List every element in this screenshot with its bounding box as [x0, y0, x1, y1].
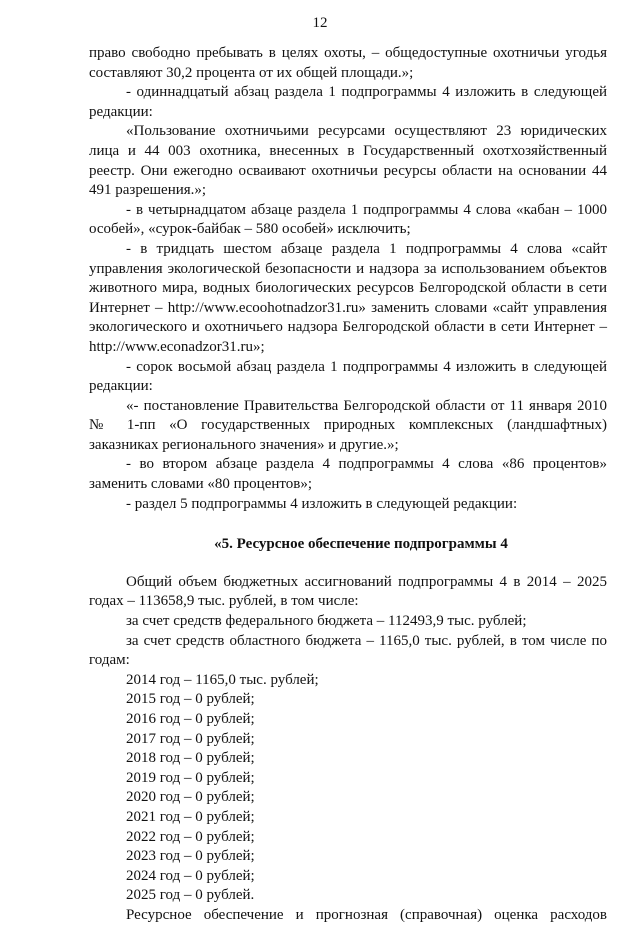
paragraph-eleventh-abzac: - одиннадцатый абзац раздела 1 подпрограммы 4 изложить в следующей редакции: — [89, 84, 607, 120]
list-item: 2024 год – 0 рублей; — [126, 867, 255, 884]
paragraph-thirty-sixth-abzac: - в тридцать шестом абзаце раздела 1 подпрограммы 4 слова «сайт управления экологической безопасности и надзора за использованием объектов животного мира, водных биологических ресурсов Белгородской области в сети Интернет – http://www.ecoohotnadzor31.ru» заменить словами «сайт управления экологического и охотничьего надзора Белгородской области в сети Интернет – http://www.econadzor31.ru»; — [89, 240, 607, 355]
list-item: 2021 год – 0 рублей; — [126, 808, 255, 825]
paragraph-section-five-intro: - раздел 5 подпрограммы 4 изложить в следующей редакции: — [126, 495, 518, 512]
list-item: 2014 год – 1165,0 тыс. рублей; — [126, 671, 319, 688]
list-item: 2015 год – 0 рублей; — [126, 691, 255, 708]
list-item: 2023 год – 0 рублей; — [126, 848, 255, 865]
paragraph-section-four-change: - во втором абзаце раздела 4 подпрограммы 4 слова «86 процентов» заменить словами «80 процентов»; — [89, 456, 607, 493]
paragraph-hunting-users: «Пользование охотничьими ресурсами осуществляют 23 юридических лица и 44 003 охотника, внесенных в Государственный охотхозяйственный реестр. Они ежегодно осваивают охотничьи ресурсы области на основании 44 491 разрешения.»; — [89, 123, 607, 199]
list-item: 2019 год – 0 рублей; — [126, 769, 255, 786]
paragraph-continuation: право свободно пребывать в целях охоты, – общедоступные охотничьи угодья составляют 30,2 процента от их общей площади.»; — [89, 45, 607, 81]
section-heading: «5. Ресурсное обеспечение подпрограммы 4 — [214, 536, 508, 553]
list-item: 2018 год – 0 рублей; — [126, 750, 255, 767]
list-item: 2016 год – 0 рублей; — [126, 711, 255, 727]
paragraph-budget-federal: за счет средств федерального бюджета – 112493,9 тыс. рублей; — [126, 613, 527, 630]
paragraph-fourteenth-abzac: - в четырнадцатом абзаце раздела 1 подпрограммы 4 слова «кабан – 1000 особей», «сурок-байбак – 580 особей» исключить; — [89, 201, 607, 238]
paragraph-closing: Ресурсное обеспечение и прогнозная (справочная) оценка расходов — [126, 906, 607, 923]
document-body — [89, 44, 607, 926]
paragraph-forty-eighth-abzac: - сорок восьмой абзац раздела 1 подпрограммы 4 изложить в следующей редакции: — [89, 358, 607, 395]
paragraph-government-decree: «- постановление Правительства Белгородской области от 11 января 2010 № 1-пп «О государственных природных комплексных (ландшафтных) заказниках регионального значения» и другие.»; — [89, 397, 607, 453]
page-number: 12 — [312, 15, 328, 31]
paragraph-budget-regional: за счет средств областного бюджета – 1165,0 тыс. рублей, в том числе по годам: — [89, 632, 607, 669]
list-item: 2017 год – 0 рублей; — [126, 730, 255, 747]
list-item: 2025 год – 0 рублей. — [126, 887, 255, 904]
paragraph-budget-total: Общий объем бюджетных ассигнований подпрограммы 4 в 2014 – 2025 годах – 113658,9 тыс. рублей, в том числе: — [89, 573, 607, 610]
budget-years-list — [89, 671, 607, 906]
list-item: 2022 год – 0 рублей; — [126, 828, 255, 845]
list-item: 2020 год – 0 рублей; — [126, 789, 255, 806]
